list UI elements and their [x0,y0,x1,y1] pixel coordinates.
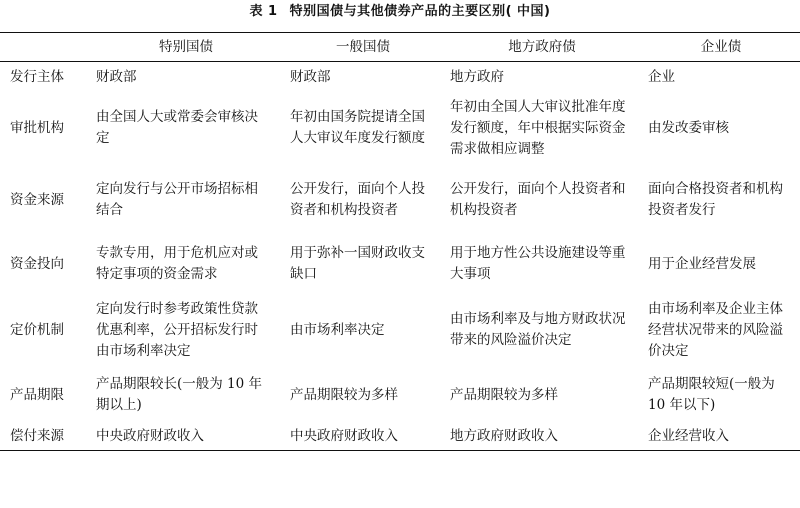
table-row [0,164,800,236]
table-row [0,92,800,164]
comparison-table [0,32,800,451]
table-cell: 企业经营收入 [648,427,729,444]
table-row [0,422,800,450]
row-label: 资金来源 [10,191,64,208]
table-cell: 产品期限较为多样 [450,386,558,403]
table-cell: 用于企业经营发展 [648,255,756,272]
row-label: 审批机构 [10,119,64,136]
table-number: 表 1 [249,4,278,19]
table-cell: 中央政府财政收入 [96,427,204,444]
table-row [0,292,800,368]
table-cell: 产品期限较为多样 [290,386,398,403]
table-row [0,236,800,292]
table-cell: 公开发行，面向个人投资者和机构投资者 [450,181,626,218]
table-cell: 定向发行与公开市场招标相结合 [96,181,258,218]
table-cell: 定向发行时参考政策性贷款优惠利率，公开招标发行时由市场利率决定 [96,300,258,359]
header-cell-general-bond: 一般国债 [336,38,390,55]
table-cell: 中央政府财政收入 [290,427,398,444]
table-cell: 由市场利率及企业主体经营状况带来的风险溢价决定 [648,300,783,359]
table-title: 特别国债与其他债券产品的主要区别( 中国) [289,4,551,19]
table-cell: 用于弥补一国财政收支缺口 [290,245,425,282]
table-cell: 财政部 [96,68,137,85]
table-cell: 企业 [648,68,675,85]
table-cell: 公开发行，面向个人投资者和机构投资者 [290,181,425,218]
header-cell-special-bond: 特别国债 [159,38,213,55]
table-cell: 产品期限较长(一般为 10 年期以上) [96,376,263,413]
header-cell-corporate-bond: 企业债 [700,38,742,55]
table-cell: 年初由国务院提请全国人大审议年度发行额度 [290,109,425,146]
table-cell: 年初由全国人大审议批准年度发行额度，年中根据实际资金需求做相应调整 [450,98,626,157]
row-label: 偿付来源 [10,427,64,444]
row-label: 定价机制 [10,321,64,338]
row-label: 发行主体 [10,68,64,85]
table-cell: 面向合格投资者和机构投资者发行 [648,181,783,218]
table-caption [0,4,800,20]
table-cell: 由市场利率及与地方财政状况带来的风险溢价决定 [450,311,626,348]
table-cell: 财政部 [290,68,331,85]
row-label: 产品期限 [10,386,64,403]
table-cell: 专款专用，用于危机应对或特定事项的资金需求 [96,245,258,282]
table-cell: 地方政府 [450,68,504,85]
table-cell: 由市场利率决定 [290,321,385,338]
table-cell: 由发改委审核 [648,119,729,136]
row-label: 资金投向 [10,255,64,272]
table-cell: 产品期限较短(一般为 10 年以下) [648,376,775,413]
header-cell-local-bond: 地方政府债 [508,38,576,55]
table-cell: 由全国人大或常委会审核决定 [96,109,258,146]
table-cell: 用于地方性公共设施建设等重大事项 [450,245,626,282]
table-header-row [0,33,800,62]
table-cell: 地方政府财政收入 [450,427,558,444]
table-row [0,62,800,92]
table-row [0,368,800,422]
